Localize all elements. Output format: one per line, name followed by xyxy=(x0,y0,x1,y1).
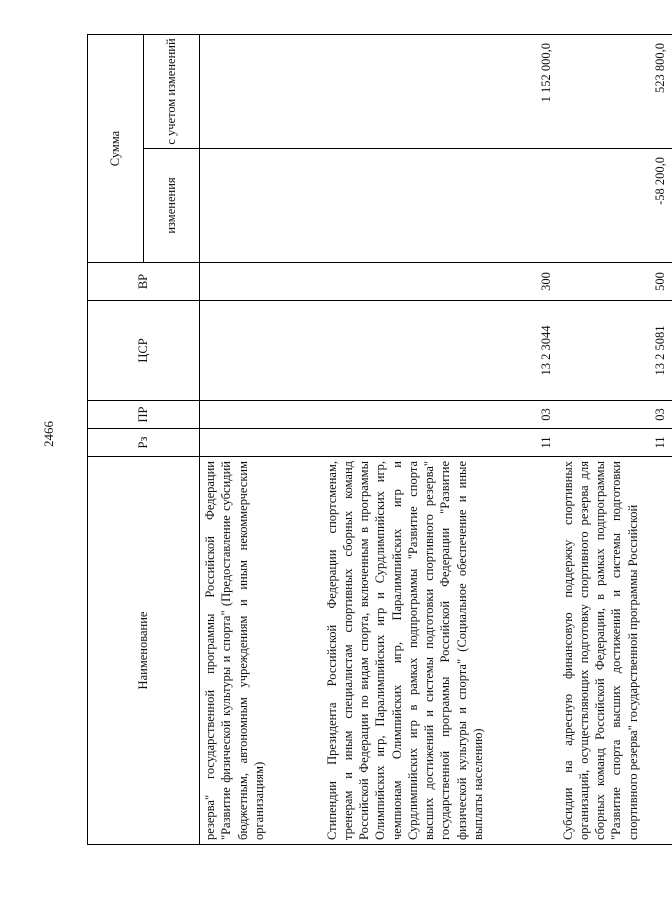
row-change: -58 200,0 xyxy=(558,149,672,263)
row-vr: 500 xyxy=(558,263,672,301)
header-with-changes: с учетом изменений xyxy=(144,35,200,149)
row-pr: 03 xyxy=(558,401,672,429)
row-change xyxy=(322,149,558,263)
row-csr: 13 2 3044 xyxy=(322,301,558,401)
row-csr xyxy=(200,301,322,401)
row-vr: 300 xyxy=(322,263,558,301)
header-name: Наименование xyxy=(88,457,200,845)
rotated-page-content xyxy=(87,35,667,845)
page-number: 2466 xyxy=(41,421,56,447)
row-total: 1 152 000,0 xyxy=(322,35,558,149)
row-rz: 11 xyxy=(558,429,672,457)
row-name: Субсидии на адресную финансовую поддержку спортивных организаций, осуществляющих подготовку спортивного резерва для сборных команд Российской Федерации, в рамках подпрограммы "Развитие спорта высших достижений и системы подготовки спортивного резерва" государственной программы Российской xyxy=(558,457,672,845)
budget-table xyxy=(87,34,672,845)
row-csr: 13 2 5081 xyxy=(558,301,672,401)
row-name: Стипендии Президента Российской Федерации спортсменам, тренерам и иным специалистам спортивных сборных команд Российской Федерации по видам спорта, включенным в программы Олимпийских игр, Паралимпийских игр и Сурдлимпийских игр, чемпионам Олимпийских игр, Паралимпийских игр и Сурдлимпийских игр в рамках подпрограммы "Развитие спорта высших достижений и системы подготовки спортивного резерва" государственной программы Российской Федерации "Развитие физической культуры и спорта" (Социальное обеспечение и иные выплаты населению) xyxy=(322,457,558,845)
table-row xyxy=(322,35,558,845)
table-row xyxy=(200,35,322,845)
row-total xyxy=(200,35,322,149)
row-total: 523 800,0 xyxy=(558,35,672,149)
row-vr xyxy=(200,263,322,301)
header-vr: ВР xyxy=(88,263,200,301)
header-pr: ПР xyxy=(88,401,200,429)
table-row xyxy=(558,35,672,845)
header-sum: Сумма xyxy=(88,35,144,263)
row-change xyxy=(200,149,322,263)
header-rz: Рз xyxy=(88,429,200,457)
row-pr xyxy=(200,401,322,429)
row-pr: 03 xyxy=(322,401,558,429)
header-changes: изменения xyxy=(144,149,200,263)
row-name: резерва" государственной программы Российской Федерации "Развитие физической культуры и спорта" (Предоставление субсидий бюджетным, автономным учреждениям и иным некоммерческим организациям) xyxy=(200,457,322,845)
row-rz xyxy=(200,429,322,457)
row-rz: 11 xyxy=(322,429,558,457)
header-csr: ЦСР xyxy=(88,301,200,401)
